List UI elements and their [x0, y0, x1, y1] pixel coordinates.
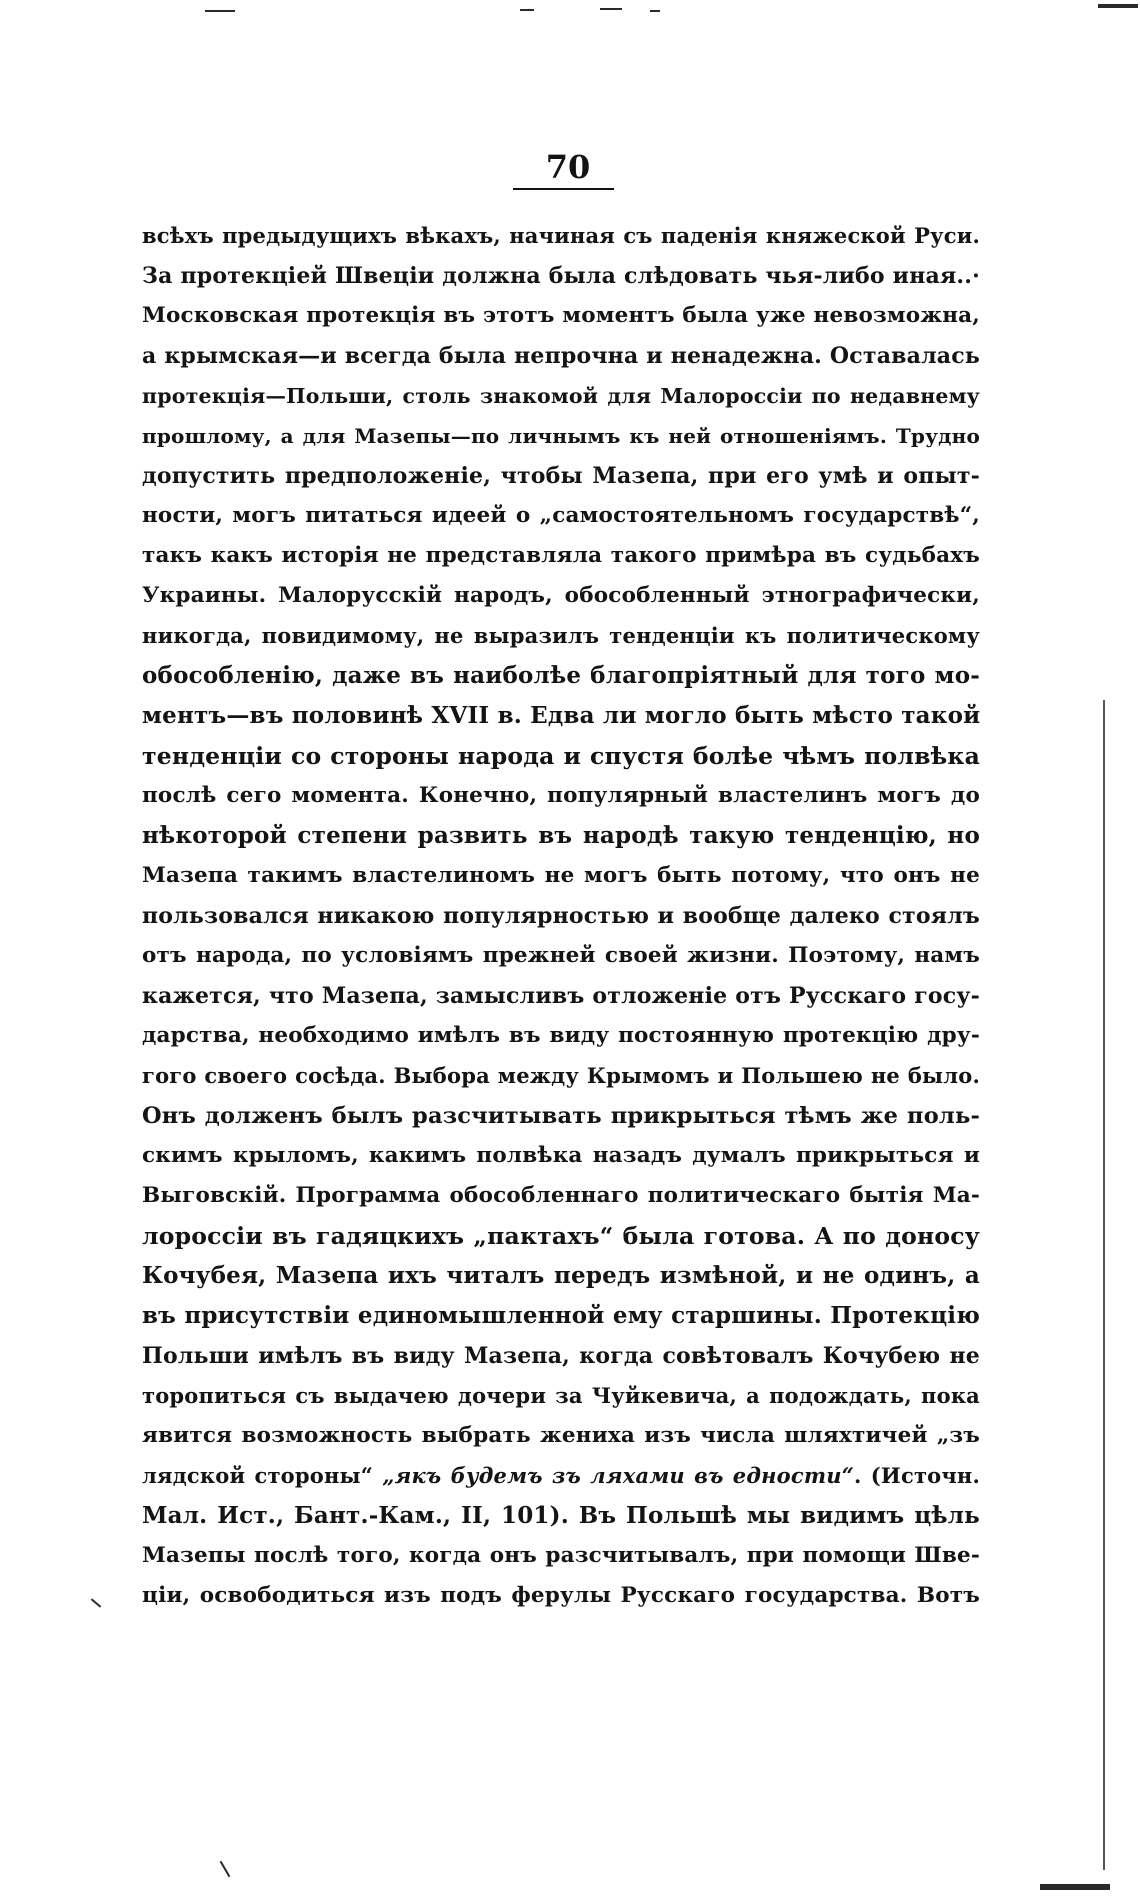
text-line: Онъ долженъ былъ разсчитывать прикрыться тѣмъ же поль- [142, 1103, 980, 1129]
text-line: Польши имѣлъ въ виду Мазепа, когда совѣтовалъ Кочубею не [142, 1343, 980, 1369]
text-line: такъ какъ исторія не представляла такого примѣра въ судьбахъ [142, 543, 980, 568]
text-line: торопиться съ выдачею дочери за Чуйкевича, а подождать, пока [142, 1383, 980, 1408]
page-number: 70 [545, 148, 591, 186]
scan-mark-bottom-right [1040, 1884, 1110, 1890]
scan-mark-top-2 [520, 9, 534, 11]
text-line: пользовался никакою популярностью и вообще далеко стоялъ [142, 903, 980, 929]
text-line: ціи, освободиться изъ подъ ферулы Русскаго государства. Вотъ [142, 1583, 980, 1608]
text-line: Мазепа такимъ властелиномъ не могъ быть потому, что онъ не [142, 863, 980, 888]
scan-mark-top-4 [650, 10, 660, 12]
text-line: Украины. Малорусскій народъ, обособленный этнографически, [142, 583, 980, 608]
text-line: послѣ сего момента. Конечно, популярный властелинъ могъ до [142, 783, 980, 808]
text-line: дарства, необходимо имѣлъ въ виду постоянную протекцію дру- [142, 1023, 980, 1048]
text-line: кажется, что Мазепа, замысливъ отложеніе отъ Русскаго госу- [142, 983, 980, 1009]
text-line: Московская протекція въ этотъ моментъ была уже невозможна, [142, 303, 980, 328]
scan-edge-right [1103, 700, 1105, 1870]
text-segment: . (Источн. [854, 1463, 980, 1488]
scan-mark-top-3 [600, 8, 622, 10]
text-line: Мал. Ист., Бант.-Кам., II, 101). Въ Польшѣ мы видимъ цѣль [142, 1502, 980, 1529]
scan-mark-bottom [220, 1861, 231, 1878]
text-line: гого своего сосѣда. Выбора между Крымомъ и Польшею не было. [142, 1063, 980, 1088]
text-line: отъ народа, по условіямъ прежней своей жизни. Поэтому, намъ [142, 943, 980, 968]
text-line: Мазепы послѣ того, когда онъ разсчитывалъ, при помощи Шве- [142, 1543, 980, 1568]
text-line: За протекціей Швеціи должна была слѣдовать чья-либо иная..· [142, 263, 980, 289]
text-line: тенденціи со стороны народа и спустя болѣе чѣмъ полвѣка [142, 742, 980, 770]
text-line-with-quote [142, 1456, 980, 1496]
text-line: лороссіи въ гадяцкихъ „пактахъ“ была готова. А по доносу [142, 1222, 980, 1250]
body-text [142, 216, 980, 1616]
page-number-underline [513, 188, 614, 190]
scan-mark-left-1 [91, 1598, 101, 1607]
text-line: протекція—Польши, столь знакомой для Малороссіи по недавнему [142, 384, 980, 408]
text-line: скимъ крыломъ, какимъ полвѣка назадъ думалъ прикрыться и [142, 1143, 980, 1168]
text-line: допустить предположеніе, чтобы Мазепа, при его умѣ и опыт- [142, 463, 980, 489]
scan-mark-top-right [1098, 4, 1138, 8]
text-line: Кочубея, Мазепа ихъ читалъ передъ измѣной, и не одинъ, а [142, 1262, 980, 1289]
text-line: ментъ—въ половинѣ XVII в. Едва ли могло быть мѣсто такой [142, 702, 980, 729]
text-segment: лядской стороны“ [142, 1463, 383, 1488]
text-line: нѣкоторой степени развить въ народѣ такую тенденцію, но [142, 822, 980, 849]
text-line: явится возможность выбрать жениха изъ числа шляхтичей „зъ [142, 1423, 980, 1448]
text-line: всѣхъ предыдущихъ вѣкахъ, начиная съ паденія княжеской Руси. [142, 223, 980, 248]
text-line: въ присутствіи единомышленной ему старшины. Протекцію [142, 1302, 980, 1329]
text-line: Выговскій. Программа обособленнаго политическаго бытія Ма- [142, 1183, 980, 1208]
text-line: ности, могъ питаться идеей о „самостоятельномъ государствѣ“, [142, 503, 980, 528]
text-line: прошлому, а для Мазепы—по личнымъ къ ней отношеніямъ. Трудно [142, 424, 980, 448]
text-line: никогда, повидимому, не выразилъ тенденціи къ политическому [142, 623, 980, 648]
scan-mark-top-1 [205, 10, 235, 12]
italic-quote: „якъ будемъ зъ ляхами въ едности“ [382, 1463, 855, 1488]
text-line: обособленію, даже въ наиболѣе благопріятный для того мо- [142, 662, 980, 689]
text-line: а крымская—и всегда была непрочна и ненадежна. Оставалась [142, 343, 980, 369]
